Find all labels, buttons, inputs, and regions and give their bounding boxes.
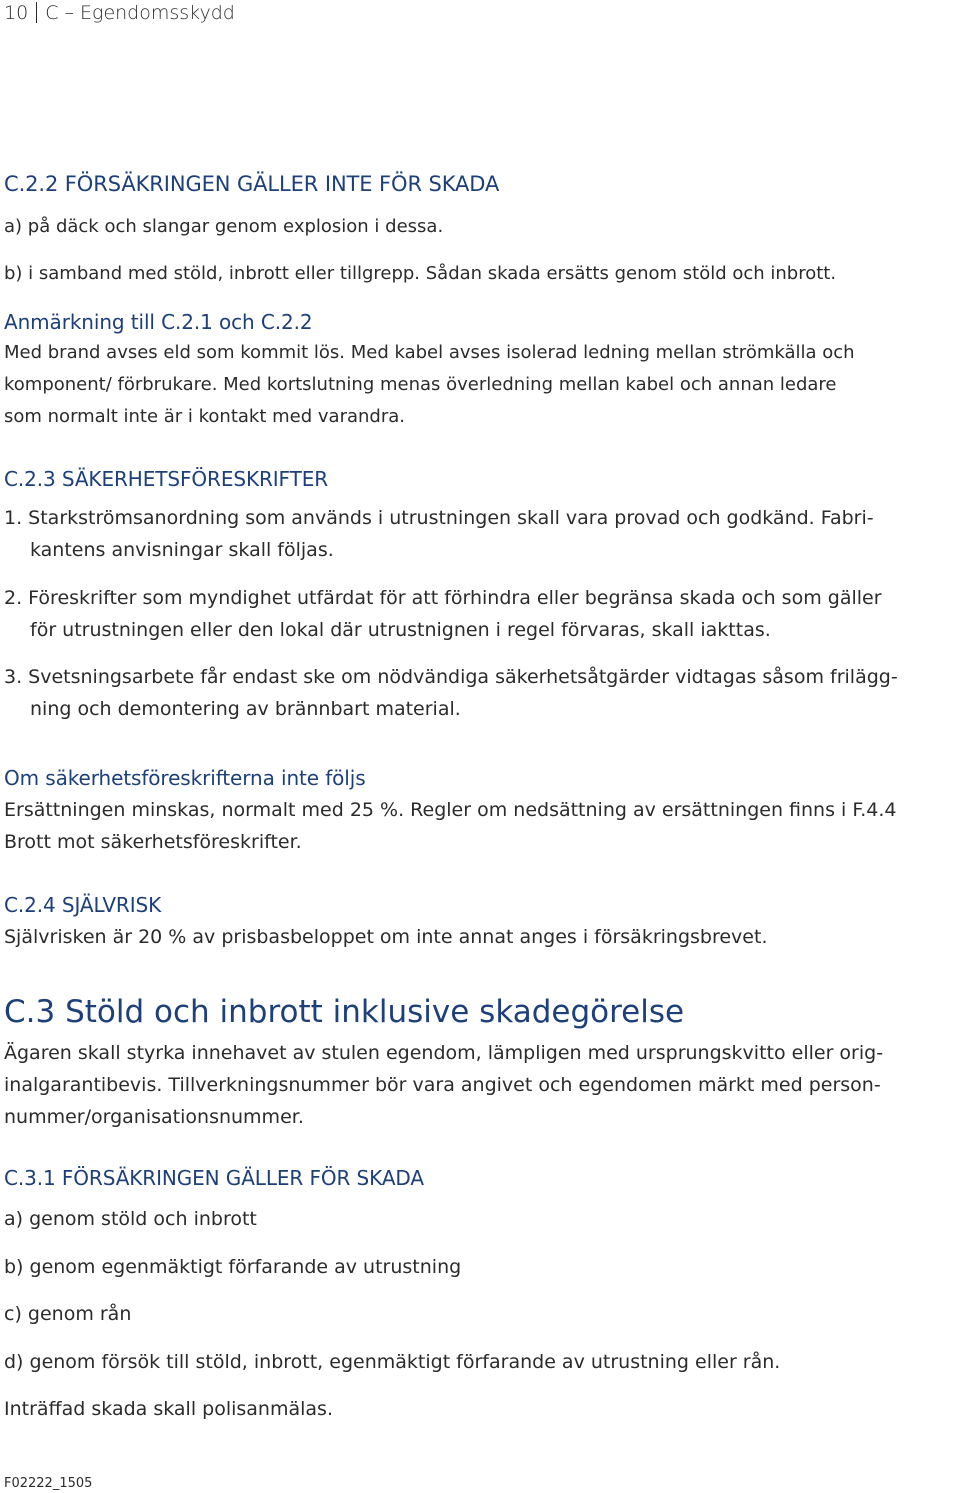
list-item-continuation: för utrustningen eller den lokal där utrustnignen i regel förvaras, skall iakttas.	[30, 619, 771, 641]
paragraph-line: Ersättningen minskas, normalt med 25 %. Regler om nedsättning av ersättningen finns i F.4.4	[4, 799, 897, 821]
list-item: d) genom försök till stöld, inbrott, egenmäktigt förfarande av utrustning eller rån.	[4, 1351, 781, 1373]
paragraph-line: Med brand avses eld som kommit lös. Med kabel avses isolerad ledning mellan strömkälla och	[4, 342, 855, 363]
list-item: b) i samband med stöld, inbrott eller tillgrepp. Sådan skada ersätts genom stöld och inbrott.	[4, 263, 837, 284]
header-divider	[36, 2, 37, 23]
paragraph-line: Självrisken är 20 % av prisbasbeloppet om inte annat anges i försäkringsbrevet.	[4, 926, 768, 948]
document-code: F02222_1505	[4, 1476, 93, 1491]
chapter-heading-c3: C.3 Stöld och inbrott inklusive skadegörelse	[4, 994, 685, 1030]
section-title: C – Egendomsskydd	[45, 2, 235, 24]
list-item: a) genom stöld och inbrott	[4, 1208, 257, 1230]
list-item: b) genom egenmäktigt förfarande av utrustning	[4, 1256, 462, 1278]
paragraph-line: Brott mot säkerhetsföreskrifter.	[4, 831, 302, 853]
page-header	[4, 2, 235, 24]
list-item-continuation: kantens anvisningar skall följas.	[30, 539, 334, 561]
list-item: 3. Svetsningsarbete får endast ske om nödvändiga säkerhetsåtgärder vidtagas såsom frilägg-	[4, 666, 898, 688]
paragraph-line: inalgarantibevis. Tillverkningsnummer bör vara angivet och egendomen märkt med person-	[4, 1074, 881, 1096]
note-heading: Anmärkning till C.2.1 och C.2.2	[4, 310, 313, 334]
list-item: 2. Föreskrifter som myndighet utfärdat för att förhindra eller begränsa skada och som gäller	[4, 587, 882, 609]
section-heading-c24: C.2.4 SJÄLVRISK	[4, 893, 162, 917]
list-item-continuation: ning och demontering av brännbart material.	[30, 698, 461, 720]
paragraph-line: komponent/ förbrukare. Med kortslutning menas överledning mellan kabel och annan ledare	[4, 374, 837, 395]
paragraph-line: Inträffad skada skall polisanmälas.	[4, 1398, 333, 1420]
paragraph-line: som normalt inte är i kontakt med varandra.	[4, 406, 405, 427]
paragraph-line: nummer/organisationsnummer.	[4, 1106, 304, 1128]
paragraph-line: Ägaren skall styrka innehavet av stulen egendom, lämpligen med ursprungskvitto eller orig-	[4, 1042, 884, 1064]
list-item: c) genom rån	[4, 1303, 132, 1325]
section-heading-c31: C.3.1 FÖRSÄKRINGEN GÄLLER FÖR SKADA	[4, 1166, 424, 1190]
list-item: 1. Starkströmsanordning som används i utrustningen skall vara provad och godkänd. Fabri-	[4, 507, 874, 529]
list-item: a) på däck och slangar genom explosion i dessa.	[4, 216, 444, 237]
section-heading-c23: C.2.3 SÄKERHETSFÖRESKRIFTER	[4, 467, 329, 491]
page-number: 10	[4, 2, 29, 24]
section-heading-c22: C.2.2 FÖRSÄKRINGEN GÄLLER INTE FÖR SKADA	[4, 172, 500, 196]
sub-heading: Om säkerhetsföreskrifterna inte följs	[4, 766, 366, 790]
